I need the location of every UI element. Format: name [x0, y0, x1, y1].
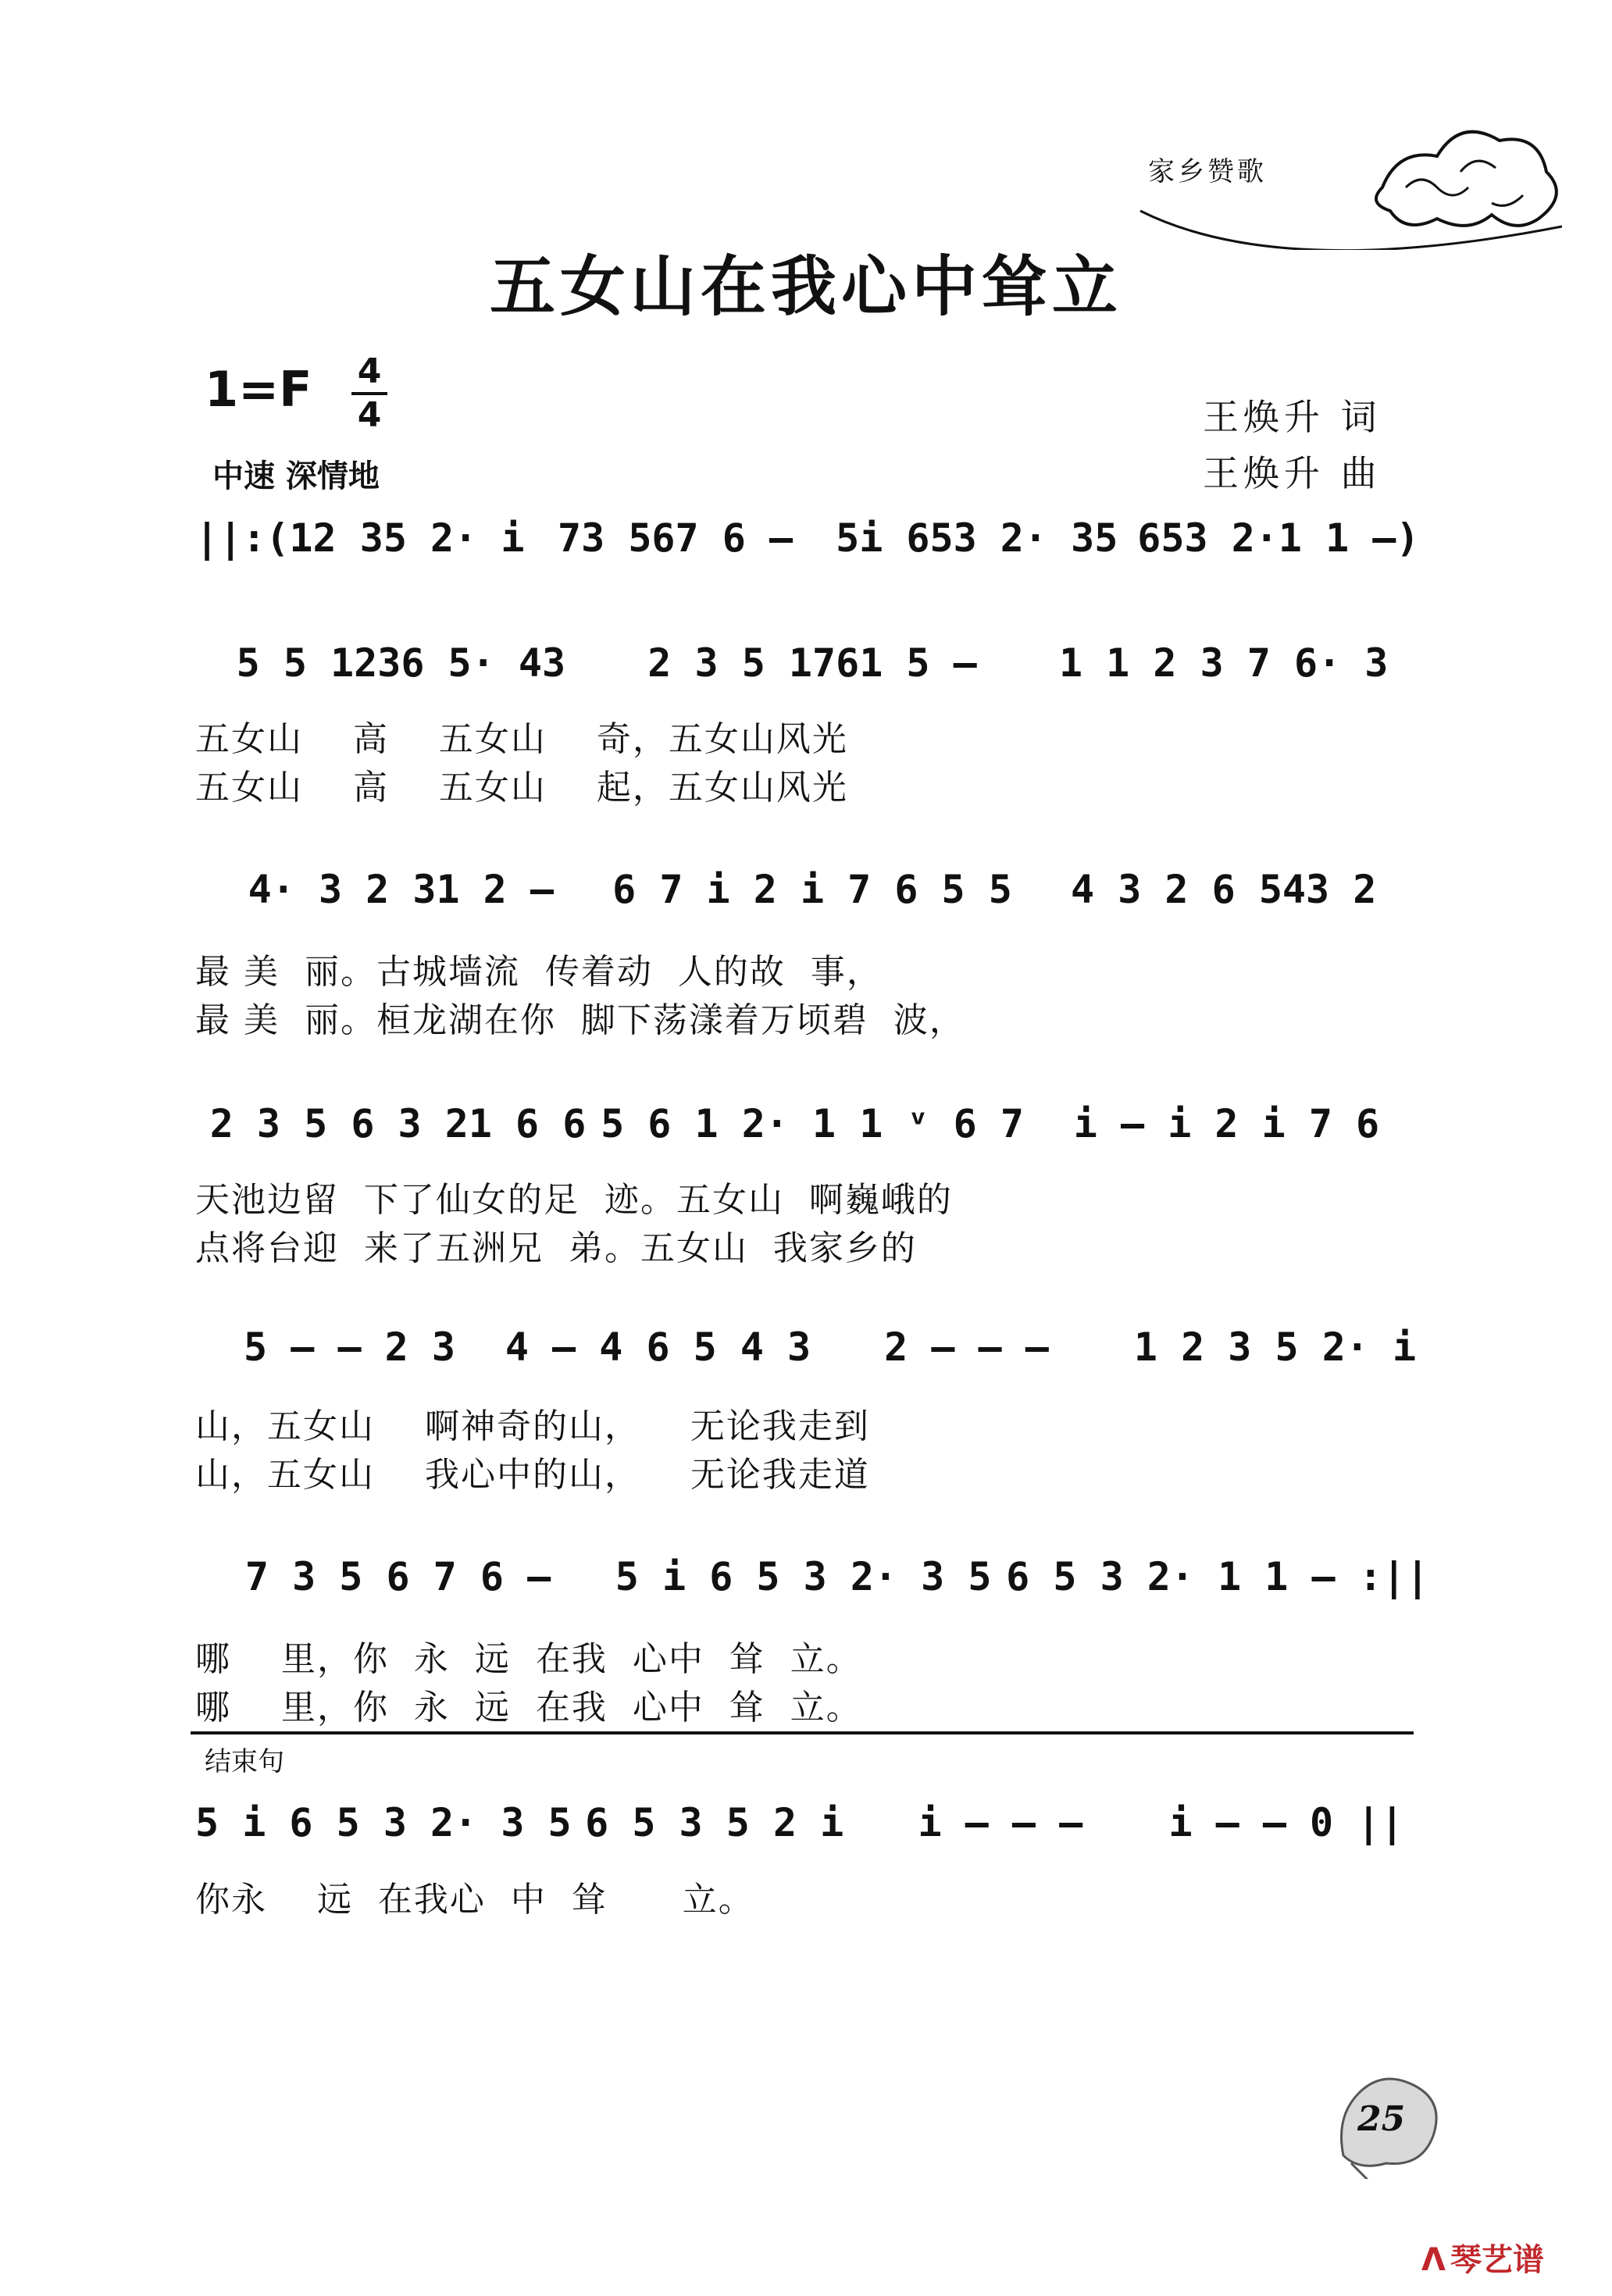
lyric-line [195, 943, 1414, 993]
lyric-verse-2: 点将台迎 来了五洲兄 弟。五女山 我家乡的 [195, 1228, 917, 1268]
lyricist-credit: 王焕升 词 [1203, 396, 1382, 438]
lyric-verse-2: 哪 里，你 永 远 在我 心中 耸 立。 [195, 1688, 862, 1727]
lyric-verse-1: 山，五女山 啊神奇的山， 无论我走到 [195, 1406, 870, 1446]
lyric-verse-2: 山，五女山 我心中的山， 无论我走道 [195, 1455, 870, 1495]
ending-bracket [191, 1731, 1414, 1734]
measure: 2 3 5 1761 5 – [647, 640, 977, 686]
measure: 5i 653 2· 35 [836, 515, 1118, 561]
notation-line-6 [195, 1554, 1429, 1599]
measure: 2 3 5 6 3 21 6 6 [209, 1101, 587, 1146]
measure: i – i 2 i 7 6 [1073, 1101, 1380, 1146]
lyric-ending: 你永 远 在我心 中 耸 立。 [195, 1880, 754, 1920]
time-signature [351, 353, 387, 434]
lyric-verse-1: 哪 里，你 永 远 在我 心中 耸 立。 [195, 1639, 862, 1679]
time-top: 4 [357, 351, 382, 391]
measure: 4· 3 2 31 2 – [248, 867, 554, 912]
measure: 5 5 1236 5· 43 [236, 640, 566, 686]
lyric-line [195, 1220, 1414, 1270]
measure: 5 i 6 5 3 2· 3 5 [195, 1800, 572, 1845]
measure: 6 5 3 5 2 i [585, 1800, 844, 1845]
lyric-verse-1: 五女山 高 五女山 奇，五女山风光 [195, 719, 848, 759]
measure: i – – 0 || [1168, 1800, 1404, 1845]
measure: ||:(12 35 2· i [195, 515, 525, 561]
measure: 73 567 6 – [558, 515, 794, 561]
measure: 653 2·1 1 –) [1137, 515, 1420, 561]
ending-label: 结束句 [205, 1746, 284, 1777]
lyric-verse-1: 天池边留 下了仙女的足 迹。五女山 啊巍峨的 [195, 1180, 953, 1220]
notation-line-ending [195, 1800, 1429, 1845]
notation-line-5 [195, 1324, 1429, 1370]
watermark [1421, 2235, 1544, 2280]
song-title: 五女山在我心中耸立 [489, 248, 1122, 325]
watermark-logo-icon: ᐱ [1421, 2242, 1446, 2278]
lyric-line [195, 1398, 1414, 1448]
lyric-line [195, 1446, 1414, 1496]
lyric-verse-1: 最 美 丽。古城墙流 传着动 人的故 事， [195, 952, 883, 992]
section-tag: 家乡赞歌 [1148, 156, 1267, 187]
measure: i – – – [918, 1800, 1083, 1845]
lyric-verse-2: 最 美 丽。桓龙湖在你 脚下荡漾着万顷碧 波， [195, 1000, 965, 1040]
lyric-line [195, 1679, 1414, 1729]
lyric-line [195, 711, 1414, 761]
measure: 5 6 1 2· 1 1 ᵛ 6 7 [601, 1101, 1024, 1146]
notation-line-1 [195, 515, 1429, 561]
measure: 5 – – 2 3 [244, 1324, 455, 1370]
notation-line-2 [195, 640, 1429, 686]
measure: 7 3 5 6 7 6 – [244, 1554, 551, 1599]
page-number: 25 [1357, 2099, 1406, 2139]
lyric-line [195, 1171, 1414, 1221]
measure: 1 2 3 5 2· i [1133, 1324, 1417, 1370]
key-signature: 1=F [205, 361, 312, 418]
measure: 1 1 2 3 7 6· 3 [1058, 640, 1389, 686]
measure: 4 3 2 6 543 2 [1071, 867, 1377, 912]
measure: 6 7 i 2 i 7 6 5 5 [612, 867, 1012, 912]
composer-credit: 王焕升 曲 [1203, 452, 1382, 494]
tempo-marking: 中速 深情地 [212, 458, 380, 494]
lyric-line [195, 992, 1414, 1042]
measure: 2 – – – [884, 1324, 1049, 1370]
time-bottom: 4 [357, 395, 382, 435]
measure: 4 – 4 6 5 4 3 [505, 1324, 811, 1370]
notation-line-3 [195, 867, 1429, 912]
lyric-verse-2: 五女山 高 五女山 起，五女山风光 [195, 768, 848, 808]
lyric-line [195, 1631, 1414, 1681]
watermark-text: 琴艺谱 [1450, 2242, 1544, 2278]
notation-line-4 [195, 1101, 1429, 1146]
lyric-line [195, 759, 1414, 809]
measure: 5 i 6 5 3 2· 3 5 [615, 1554, 992, 1599]
lyric-line [195, 1871, 1414, 1921]
measure: 6 5 3 2· 1 1 – :|| [1006, 1554, 1430, 1599]
cloud-ornament-icon [1125, 94, 1562, 250]
